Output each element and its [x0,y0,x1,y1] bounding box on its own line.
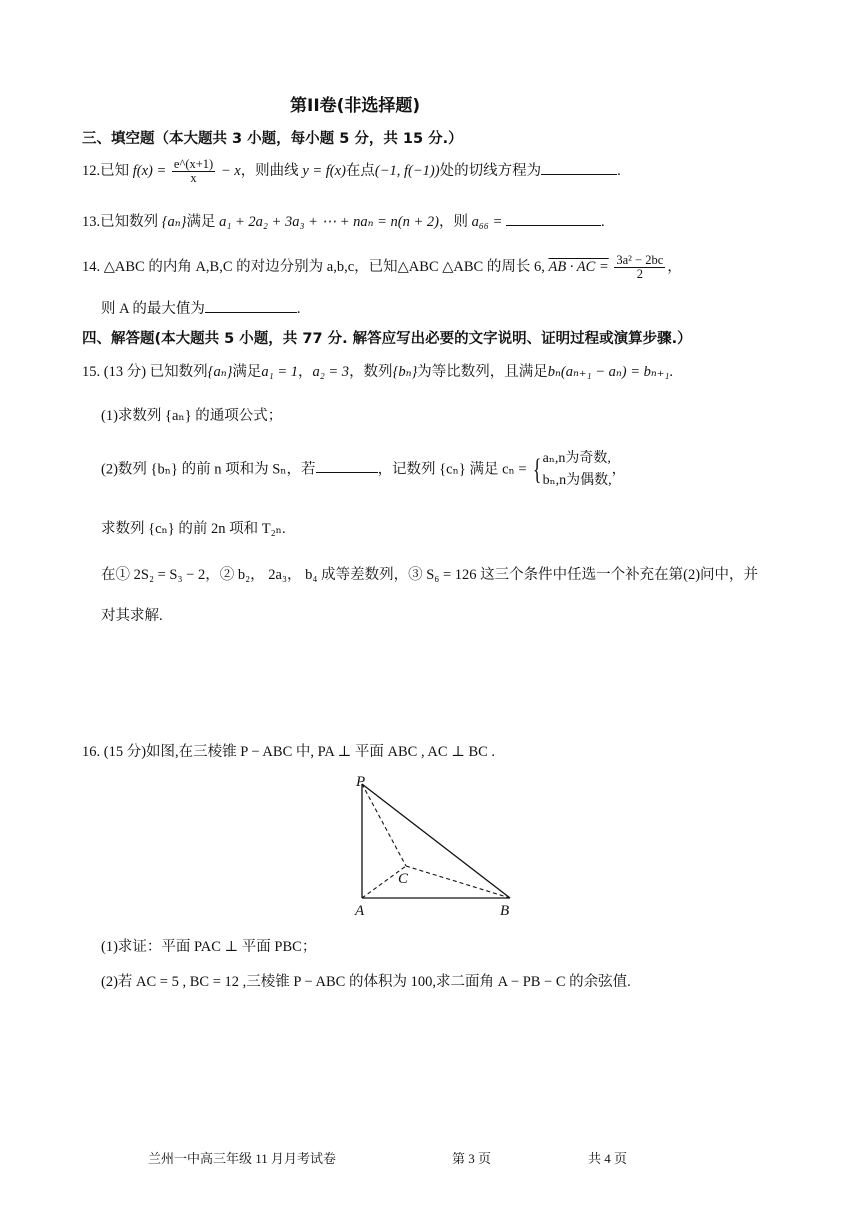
q13-number: 13. [82,214,101,230]
q12-number: 12. [82,162,101,179]
footer-page-number: 第 3 页 [452,1151,492,1166]
question-13 [82,210,605,231]
question-12 [82,158,621,185]
q16-part2: (2)若 AC = 5 , BC = 12 ,三棱锥 P − ABC 的体积为 100,求二面角 A − PB − C 的余弦值. [101,974,631,990]
q15-part2-c: 求数列 {cₙ} 的前 2n 项和 T₂ₙ. [101,521,286,537]
label-p: P [356,774,366,790]
q12-post: 处的切线方程为 [439,162,542,179]
cases-brace-icon: { [533,453,542,486]
q14-line2: 则 A 的最大值为 [101,301,205,317]
section-3-heading: 三、填空题（本大题共 3 小题，每小题 5 分，共 15 分.） [82,131,463,147]
q12-frac-den: x [190,171,197,186]
footer-page-total: 共 4 页 [588,1151,628,1166]
q15-case-odd: aₙ,n为奇数, [542,451,611,466]
q14-comma: ， [667,258,682,275]
q16-number: 16. [82,744,101,760]
q15-number: 15. [82,364,101,380]
q14-number: 14. [82,258,101,275]
q14-frac-den: 2 [636,267,643,282]
question-15: 15. (13 分) 已知数列{aₙ}满足a₁ = 1，a₂ = 3，数列{bₙ}为等比数列，且满足bₙ(aₙ₊₁ − aₙ) = bₙ₊₁. [82,364,674,380]
q13-end: . [600,214,605,230]
q14-end: . [296,301,301,317]
q15-part1: (1)求数列 {aₙ} 的通项公式； [101,408,283,424]
q13-condition: a₁ + 2a₂ + 3a₃ + ⋯ + naₙ = n(n + 2) [219,214,439,230]
q12-point: (−1, f(−1)) [374,162,440,179]
q15-a1: a₁ = 1 [261,364,298,380]
q14-answer-blank [205,298,297,313]
question-14-line2 [101,297,301,318]
label-c: C [398,871,409,887]
q14-frac-num: 3a² − 2bc [616,253,664,267]
page-title: 第II卷(非选择题) [290,96,421,116]
q15-stem-d: 为等比数列，且满足 [417,364,548,380]
question-16 [82,740,495,761]
q12-frac-num: e^(x+1) [173,157,214,171]
q14-vector-product: AB · AC = [548,258,609,275]
edge-pc [362,784,406,866]
q12-tail: − x [220,162,241,179]
q15-score: (13 分) [103,364,147,380]
q15-part2-b: ，记数列 {cₙ} 满足 cₙ = [377,461,527,478]
footer-exam-title: 兰州一中高三年级 11 月月考试卷 [148,1151,337,1166]
q16-stem: (15 分)如图,在三棱锥 P − ABC 中, PA ⊥ 平面 ABC , AC ⊥ BC . [103,744,496,760]
label-a: A [355,903,365,919]
q14-line1b: △ABC 的周长 6, [442,258,545,275]
q12-mid: ，则曲线 [240,162,299,179]
q14-fraction [614,254,665,281]
q12-curve: y = f(x) [302,162,346,179]
q13-seq: {aₙ} [161,214,187,230]
q15-case-even: bₙ,n为偶数, [542,473,612,488]
q15-conditions-end: 对其求解. [101,608,163,624]
q13-then: ，则 [438,214,468,230]
q15-stem-c: ，数列 [349,364,393,380]
tetrahedron-figure [350,770,520,920]
q12-pre: 已知 [100,162,130,179]
question-14 [82,254,682,281]
q12-at-point: 在点 [345,162,375,179]
q15-cases [543,448,612,492]
label-b: B [500,903,510,919]
edge-pb [362,784,510,898]
q13-answer-blank [506,211,601,226]
q12-fraction [172,158,215,185]
section-4-heading: 四、解答题(本大题共 5 小题，共 77 分. 解答应写出必要的文字说明、证明过程或演算步骤.） [82,331,692,347]
q15-seq-b: {bₙ} [392,364,418,380]
q15-relation: bₙ(aₙ₊₁ − aₙ) = bₙ₊₁ [547,364,670,380]
q13-target: a₆₆ = [471,214,503,230]
q15-stem-b: 满足 [232,364,262,380]
q15-seq-a: {aₙ} [207,364,233,380]
q15-a2: a₂ = 3 [312,364,350,380]
q15-stem-a: 已知数列 [149,364,208,380]
q15-part2 [101,448,626,492]
edge-cb [406,866,510,898]
q16-part1: (1)求证：平面 PAC ⊥ 平面 PBC； [101,939,317,955]
q15-part2-a: (2)数列 {bₙ} 的前 n 项和为 Sₙ，若 [101,461,316,478]
q13-cond-pre: 满足 [186,214,216,230]
q13-text: 已知数列 [100,214,159,230]
q15-condition-blank [316,458,378,473]
q15-conditions: 在① 2S₂ = S₃ − 2，② b₂， 2a₃， b₄ 成等差数列，③ S₆ = 126 这三个条件中任选一个补充在第(2)问中，并 [101,567,759,583]
q12-answer-blank [541,160,617,175]
q15-case-comma: ， [611,461,627,478]
q12-end: . [617,162,621,179]
q14-line1a: △ABC 的内角 A,B,C 的对边分别为 a,b,c，已知△ABC [103,258,439,275]
q12-func: f(x) = [132,162,167,179]
